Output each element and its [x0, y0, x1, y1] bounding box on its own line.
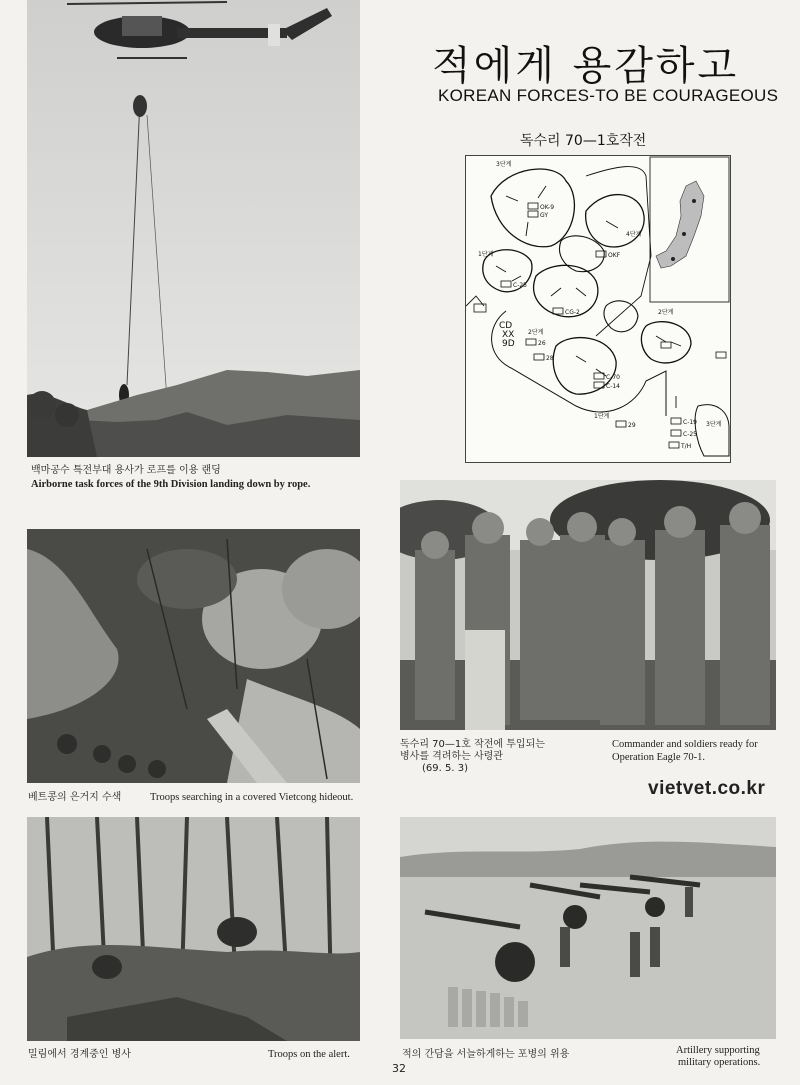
page-title-korean: 적에게 용감하고 [432, 43, 740, 89]
map-label-stage2b: 2단계 [658, 309, 674, 316]
map-label-stage1: 1단계 [478, 251, 494, 258]
artillery-photo [400, 817, 776, 1039]
operation-map [465, 155, 731, 463]
map-label-cd: CD [499, 321, 513, 331]
map-label-unit-8: C-70 [606, 374, 620, 381]
map-label-unit-6: 28 [546, 355, 554, 362]
commander-photo [400, 480, 776, 730]
map-label-unit-5: CG-2 [565, 309, 580, 316]
map-label-division: 9D [502, 339, 515, 349]
commander-photo-image [400, 480, 776, 730]
helicopter-photo [27, 0, 360, 457]
map-label-stage3b: 3단계 [706, 421, 722, 428]
vietnam-inset-shape [656, 181, 704, 268]
alert-photo [27, 817, 360, 1041]
commander-caption-english-2: Operation Eagle 70-1. [612, 752, 706, 763]
map-label-unit-1: OK-9 [540, 204, 555, 211]
map-label-stage2: 2단계 [528, 329, 544, 336]
map-label-unit-11: C-25 [683, 431, 697, 438]
hideout-photo [27, 529, 360, 783]
website-watermark: vietvet.co.kr [648, 778, 766, 799]
map-label-unit-13: 29 [628, 422, 636, 429]
map-label-unit-10: C-19 [683, 419, 697, 426]
map-label-unit-12: T/H [681, 443, 692, 450]
map-label-unit-2: GY [540, 212, 549, 219]
commander-caption-english-1: Commander and soldiers ready for [612, 739, 758, 750]
map-label-xx: XX [502, 330, 515, 340]
hideout-caption-korean: 베트콩의 은거지 수색 [28, 792, 122, 803]
artillery-caption-english-1: Artillery supporting [676, 1045, 760, 1056]
page-title-english: KOREAN FORCES-TO BE COURAGEOUS [438, 86, 779, 105]
operation-map-drawing [466, 156, 730, 462]
hideout-photo-image [27, 529, 360, 783]
artillery-caption-english-2: military operations. [678, 1057, 761, 1068]
page-number: 32 [392, 1062, 406, 1075]
helicopter-photo-image [27, 0, 360, 457]
commander-caption-date: (69. 5. 3) [422, 763, 468, 774]
map-label-stage1b: 1단계 [594, 413, 610, 420]
commander-caption-korean-2: 병사를 격려하는 사령관 [400, 751, 503, 762]
alert-photo-image [27, 817, 360, 1041]
helicopter-caption-english: Airborne task forces of the 9th Division landing down by rope. [31, 479, 311, 490]
helicopter-caption-korean: 백마공수 특전부대 용사가 로프를 이용 랜딩 [31, 465, 221, 476]
artillery-caption-korean: 적의 간담을 서늘하게하는 포병의 위용 [402, 1049, 570, 1060]
commander-caption-korean-1: 독수리 70—1호 작전에 투입되는 [400, 739, 545, 750]
map-label-stage4: 4단계 [626, 231, 642, 238]
map-label-unit-9: C-14 [606, 383, 620, 390]
hideout-caption-english: Troops searching in a covered Vietcong hideout. [150, 792, 354, 803]
map-label-unit-4: C-25 [513, 282, 527, 289]
map-title: 독수리 70—1호작전 [520, 133, 647, 149]
map-label-unit-7: 26 [538, 340, 546, 347]
alert-caption-korean: 밀림에서 경계중인 병사 [28, 1049, 131, 1060]
map-label-unit-3: OKF [608, 252, 621, 259]
artillery-photo-image [400, 817, 776, 1039]
map-label-stage3: 3단계 [496, 161, 512, 168]
alert-caption-english: Troops on the alert. [268, 1049, 350, 1060]
